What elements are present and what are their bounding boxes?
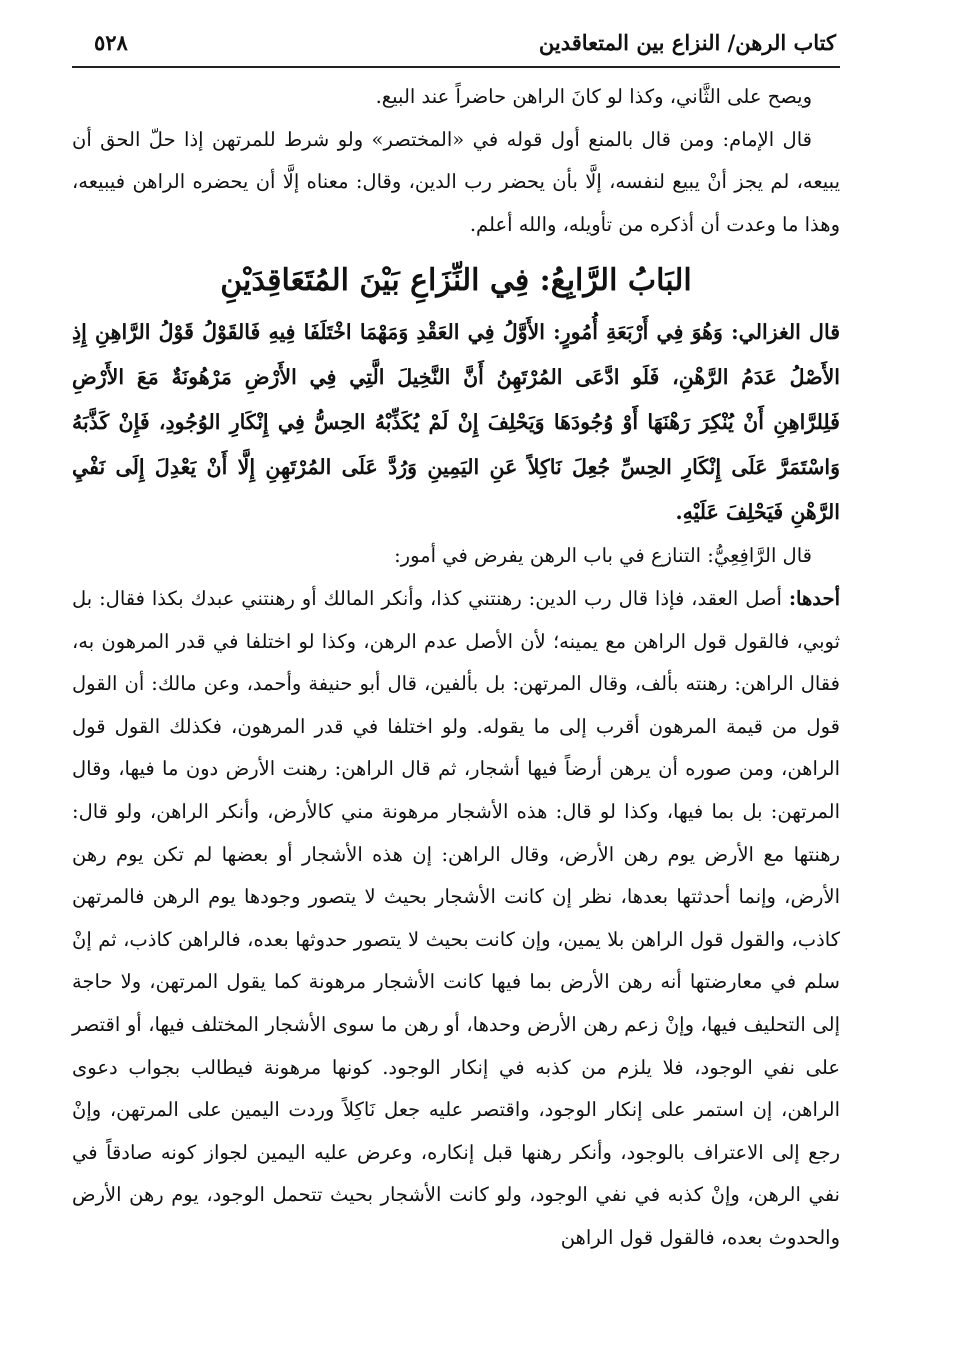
- first-matter-text: أصل العقد، فإذا قال رب الدين: رهنتني كذا، وأنكر المالك أو رهنتني عبدك بكذا فقال: بل ثوبي، فالقول قول الراهن مع يمينه؛ لأن الأصل عدم الرهن، وكذا لو اختلفا في قدر المرهون به، فقال الراهن: رهنته بألف، وقال المرتهن: بل بألفين، قال أبو حنيفة وأحمد، وعن مالك: أن القول قول من قيمة المرهون أقرب إلى ما يقوله. ولو اختلفا في قدر المرهون، فكذلك القول قول الراهن، ومن صوره أن يرهن أرضاً فيها أشجار، ثم قال الراهن: رهنت الأرض دون ما فيها، وقال المرتهن: بل بما فيها، وكذا لو قال: هذه الأشجار مرهونة مني كالأرض، وأنكر الراهن، ولو قال: رهنتها مع الأرض يوم رهن الأرض، وقال الراهن: إن هذه الأشجار أو بعضها لم تكن يوم رهن الأرض، وإنما أحدثتها بعدها، نظر إن كانت الأشجار بحيث لا يتصور وجودها يوم الرهن فالمرتهن كاذب، والقول قول الراهن بلا يمين، وإن كانت بحيث لا يتصور حدوثها بعده، فالراهن كاذب، ثم إنْ سلم في معارضتها أنه رهن الأرض بما فيها كانت الأشجار مرهونة كما يقول المرتهن، ولا حاجة إلى التحليف فيها، وإنْ زعم رهن الأرض وحدها، أو رهن ما سوى الأشجار المختلف فيها، أو اقتصر على نفي الوجود، فلا يلزم من كذبه في إنكار الوجود. كونها مرهونة فيطالب بجواب دعوى الراهن، إن استمر على إنكار الوجود، واقتصر عليه جعل نَاكِلاً وردت اليمين على المرتهن، وإنْ رجع إلى الاعتراف بالوجود، وأنكر رهنها قبل إنكاره، وعرض عليه اليمين لجواز كونه صادقاً في نفي الرهن، وإنْ كذبه في نفي الوجود، ولو كانت الأشجار بحيث تتحمل الوجود، يوم رهن الأرض والحدوث بعده، فالقول قول الراهن: [72, 586, 840, 1249]
- rafii-intro: قال الرَّافِعِيُّ: التنازع في باب الرهن يفرض في أمور:: [394, 544, 812, 568]
- page-number: ٥٢٨: [94, 30, 128, 55]
- page: [72, 22, 840, 1322]
- first-matter-lead: أحدها:: [788, 586, 840, 610]
- running-header: [72, 22, 840, 68]
- header-title: كتاب الرهن/ النزاع بين المتعاقدين: [538, 30, 836, 55]
- page-body: [72, 76, 840, 1259]
- ghazali-paragraph: قال الغزالي: وَهُوَ فِي أَرْبَعَةِ أُمُورٍ: الأَوَّلُ فِي العَقْدِ وَمَهْمَا اخْتَلَفَا فِيهِ فَالقَوْلُ قَوْلُ الرَّاهِنِ إِذِ الأَصْلُ عَدَمُ الرَّهْنِ، فَلَو ادَّعَى المُرْتَهِنُ أَنَّ النَّخِيلَ الَّتِي فِي الأَرْضِ مَرْهُونَةٌ مَعَ الأَرْضِ فَلِلرَّاهِنِ أَنْ يُنْكِرَ رَهْنَهَا أَوْ وُجُودَهَا وَيَحْلِفَ إِنْ لَمْ يُكَذِّبْهُ الحِسُّ فِي إِنْكَارِ الوُجُودِ، فَإِنْ كَذَّبَهُ وَاسْتَمَرَّ عَلَى إِنْكَارِ الحِسِّ جُعِلَ نَاكِلاً عَنِ اليَمِينِ وَرُدَّ عَلَى المُرْتَهِنِ إِلَّا أَنْ يَعْدِلَ إِلَى نَفْيِ الرَّهْنِ فَيَحْلِفَ عَلَيْهِ.: [72, 320, 840, 525]
- first-matter-paragraph: [72, 578, 840, 1260]
- chapter-heading: البَابُ الرَّابِعُ: فِي النِّزَاعِ بَيْنَ المُتَعَاقِدَيْنِ: [220, 263, 692, 299]
- intro-section: [72, 76, 840, 246]
- intro-paragraph-2: قال الإمام: ومن قال بالمنع أول قوله في «المختصر» ولو شرط للمرتهن إذا حلّ الحق أن يبيعه، لم يجز أنْ يبيع لنفسه، إلَّا بأن يحضر رب الدين، وقال: معناه إلَّا أن يحضره الراهن فيبيعه، وهذا ما وعدت أن أذكره من تأويله، والله أعلم.: [72, 127, 840, 236]
- intro-paragraph-1: ويصح على الثَّاني، وكذا لو كانَ الراهن حاضراً عند البيع.: [375, 85, 812, 108]
